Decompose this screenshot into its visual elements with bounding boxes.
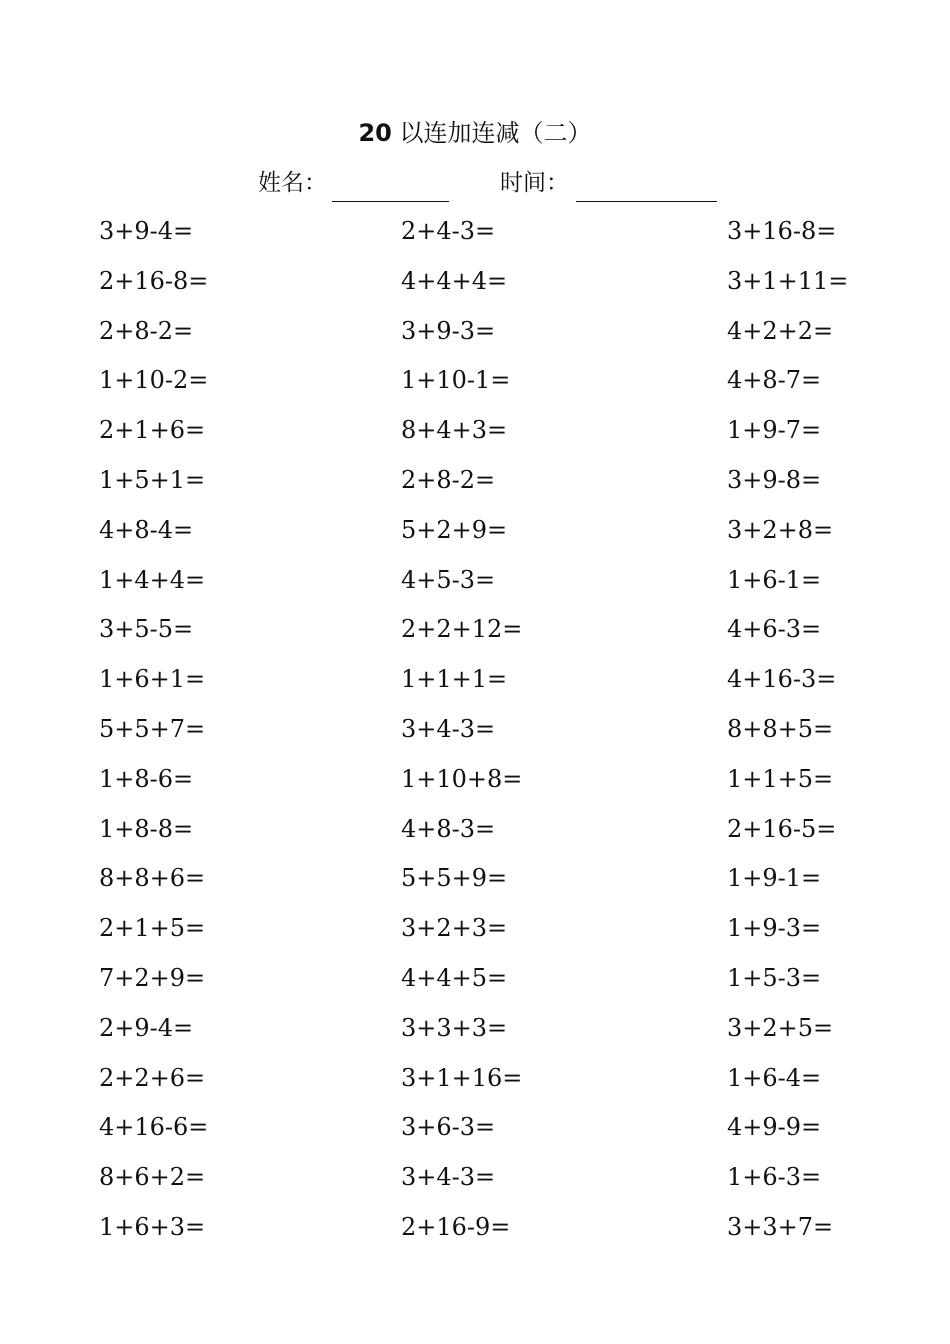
math-problem: 3+9-8= [727, 465, 822, 494]
time-blank-line[interactable] [576, 201, 717, 202]
problem-column-1 [99, 213, 208, 1259]
math-problem: 4+8-7= [727, 366, 822, 395]
math-problem: 2+1+6= [99, 416, 206, 445]
math-problem: 1+4+4= [99, 565, 206, 594]
math-problem: 1+9-3= [727, 914, 822, 943]
math-problem: 3+9-3= [401, 316, 496, 345]
math-problem: 1+1+1= [401, 665, 508, 694]
math-problem: 5+2+9= [401, 515, 508, 544]
math-problem: 4+2+2= [727, 316, 834, 345]
math-problem: 1+6+3= [99, 1212, 206, 1241]
math-problem: 2+16-9= [401, 1212, 511, 1241]
math-problem: 4+9-9= [727, 1113, 822, 1142]
math-problem: 1+6+1= [99, 665, 206, 694]
math-problem: 1+5+1= [99, 465, 206, 494]
math-problem: 8+8+5= [727, 714, 834, 743]
name-blank-line[interactable] [332, 201, 449, 202]
math-problem: 2+2+6= [99, 1063, 206, 1092]
math-problem: 2+2+12= [401, 615, 523, 644]
math-problem: 8+8+6= [99, 864, 206, 893]
math-problem: 3+9-4= [99, 217, 194, 245]
math-problem: 2+8-2= [99, 316, 194, 345]
title-text: 以连加连减（二） [399, 119, 592, 147]
math-problem: 4+16-3= [727, 665, 837, 694]
math-problem: 3+3+7= [727, 1212, 834, 1241]
math-problem: 4+8-4= [99, 515, 194, 544]
math-problem: 4+8-3= [401, 814, 496, 843]
math-problem: 3+2+5= [727, 1013, 834, 1042]
math-problem: 4+5-3= [401, 565, 496, 594]
name-label: 姓名： [258, 170, 327, 196]
math-problem: 1+9-1= [727, 864, 822, 893]
math-problem: 1+6-3= [727, 1163, 822, 1192]
math-problem: 8+6+2= [99, 1163, 206, 1192]
math-problem: 3+3+3= [401, 1013, 508, 1042]
math-problem: 7+2+9= [99, 963, 206, 992]
math-problem: 2+1+5= [99, 914, 206, 943]
math-problem: 3+4-3= [401, 714, 496, 743]
math-problem: 2+8-2= [401, 465, 496, 494]
math-problem: 4+4+4= [401, 266, 508, 295]
math-problem: 4+16-6= [99, 1113, 209, 1142]
math-problem: 1+8-6= [99, 764, 194, 793]
math-problem: 1+10-1= [401, 366, 511, 395]
math-problem: 2+16-5= [727, 814, 837, 843]
math-problem: 1+10+8= [401, 764, 523, 793]
math-problem: 3+1+16= [401, 1063, 523, 1092]
math-problem: 2+4-3= [401, 217, 496, 245]
math-problem: 3+2+3= [401, 914, 508, 943]
math-problem: 3+4-3= [401, 1163, 496, 1192]
math-problem: 1+6-1= [727, 565, 822, 594]
math-problem: 3+16-8= [727, 217, 837, 245]
math-problem: 4+4+5= [401, 963, 508, 992]
math-problem: 1+6-4= [727, 1063, 822, 1092]
math-problem: 1+5-3= [727, 963, 822, 992]
worksheet-title [0, 116, 950, 150]
math-problem: 1+9-7= [727, 416, 822, 445]
math-problem: 3+2+8= [727, 515, 834, 544]
math-problem: 1+10-2= [99, 366, 209, 395]
math-problem: 3+5-5= [99, 615, 194, 644]
math-problem: 2+9-4= [99, 1013, 194, 1042]
math-problem: 4+6-3= [727, 615, 822, 644]
math-problem: 1+8-8= [99, 814, 194, 843]
title-number: 20 [358, 119, 392, 147]
math-problem: 5+5+7= [99, 714, 206, 743]
time-label: 时间： [500, 170, 569, 196]
math-problem: 2+16-8= [99, 266, 209, 295]
math-problem: 1+1+5= [727, 764, 834, 793]
math-problem: 3+1+11= [727, 266, 849, 295]
math-problem: 5+5+9= [401, 864, 508, 893]
math-problem: 3+6-3= [401, 1113, 496, 1142]
problem-column-3 [727, 213, 848, 1259]
math-problem: 8+4+3= [401, 416, 508, 445]
problem-column-2 [401, 213, 522, 1259]
